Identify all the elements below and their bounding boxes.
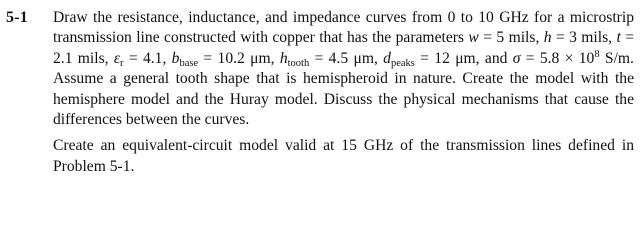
- value-h-tooth: = 4.5 μm,: [309, 49, 384, 67]
- sigma-unit: S/m.: [599, 49, 634, 67]
- sub-base: base: [179, 57, 199, 69]
- problem-followup: Create an equivalent-circuit model valid at 15 GHz of the transmission lines defined in Problem 5-1.: [53, 137, 634, 175]
- problem-5-1: [6, 8, 634, 177]
- value-d-peaks: = 12 μm, and: [414, 49, 513, 67]
- value-b-base: = 10.2 μm,: [198, 49, 280, 67]
- value-h: = 3 mils,: [551, 29, 617, 47]
- problem-number: 5-1: [6, 9, 28, 26]
- problem-text: [53, 8, 634, 177]
- value-w: = 5 mils,: [478, 29, 544, 47]
- var-b-base: b: [171, 49, 180, 67]
- value-t: = 2.1 mils,: [53, 29, 634, 67]
- var-h-tooth: h: [279, 49, 288, 67]
- var-epsilon-r: ε: [113, 49, 121, 67]
- var-w: w: [468, 29, 479, 47]
- sub-r: r: [120, 57, 124, 69]
- sigma-exponent: 8: [594, 48, 600, 60]
- var-h: h: [543, 29, 552, 47]
- var-sigma: σ: [512, 49, 521, 67]
- sub-tooth: tooth: [287, 57, 310, 69]
- problem-statement: [53, 8, 634, 130]
- var-t: t: [616, 29, 621, 47]
- var-d-peaks: d: [383, 49, 391, 67]
- sub-peaks: peaks: [390, 57, 415, 69]
- statement-rest: Assume a general tooth shape that is hemispheroid in nature. Create the model with the hemisphere model and the Huray model. Discuss the physical mechanisms that cause the differences between the curves.: [53, 70, 634, 129]
- statement-intro: Draw the resistance, inductance, and impedance curves from 0 to 10 GHz for a microstrip transmission line constructed with copper that has the parameters: [53, 9, 634, 47]
- value-sigma: = 5.8 × 10: [520, 49, 595, 67]
- value-epsilon-r: = 4.1,: [123, 49, 172, 67]
